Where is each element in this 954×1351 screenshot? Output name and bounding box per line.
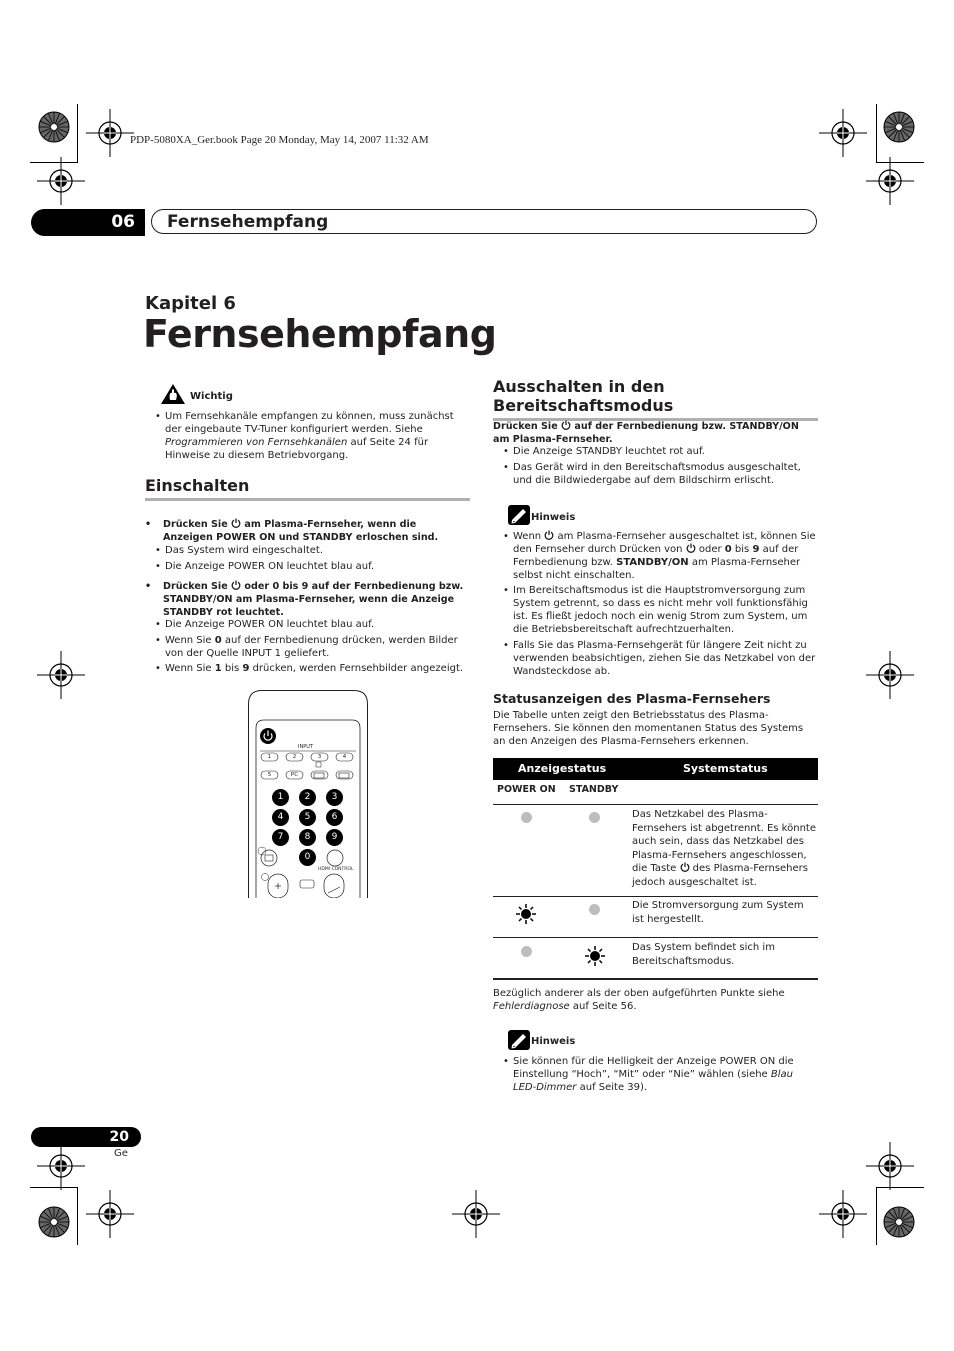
note-2-label: Hinweis bbox=[531, 1036, 576, 1047]
note-1-item-3: • Falls Sie das Plasma-Fernsehgerät für längere Zeit nicht zu verwenden beabsichtigen, ziehen Sie das Netzkabel von der Wandsteckdose ab. bbox=[503, 639, 818, 678]
important-label: Wichtig bbox=[190, 391, 233, 402]
step1-result-2: • Die Anzeige POWER ON leuchtet blau auf. bbox=[155, 560, 470, 573]
row-1-status bbox=[632, 808, 818, 889]
led-lit-icon bbox=[584, 945, 606, 967]
status-table-header bbox=[493, 758, 818, 780]
note-2-item-1 bbox=[503, 1055, 818, 1094]
remote-digit-9: 9 bbox=[326, 829, 343, 846]
status-intro: Die Tabelle unten zeigt den Betriebsstatus des Plasma-Fernsehers. Sie können den momentanen Status des Systems an den Anzeigen des Plasma-Fernsehers erkennen. bbox=[493, 710, 804, 747]
step1-text: Drücken Sie bbox=[163, 519, 232, 530]
sub-standby: STANDBY bbox=[569, 784, 619, 795]
chapter-header-bar bbox=[31, 209, 817, 236]
after-text: Bezüglich anderer als der oben aufgeführten Punkte siehe bbox=[493, 988, 785, 999]
n4-text: Sie können für die Helligkeit der Anzeige POWER ON die Einstellung “Hoch”, “Mit” oder “Nie” wählen (siehe bbox=[513, 1056, 794, 1080]
remote-input-2: 2 bbox=[292, 754, 297, 760]
remote-digit-6: 6 bbox=[326, 809, 343, 826]
remote-hdmi-label: HDMI CONTROL bbox=[318, 867, 354, 872]
remote-input-3: 3 bbox=[317, 754, 322, 760]
r2-text-end: auf der Fernbedienung drücken, werden Bilder von der Quelle INPUT 1 geliefert. bbox=[165, 635, 458, 659]
remote-input-label: INPUT bbox=[298, 744, 313, 750]
n1-text-3: oder bbox=[695, 544, 725, 555]
remote-input-5: 5 bbox=[267, 772, 272, 778]
step1-result-1: • Das System wird eingeschaltet. bbox=[155, 544, 470, 557]
standby-result-1: • Die Anzeige STANDBY leuchtet rot auf. bbox=[503, 445, 818, 458]
chapter-label: Kapitel 6 bbox=[145, 293, 236, 314]
step2-result-2 bbox=[155, 634, 470, 660]
remote-digit-1: 1 bbox=[272, 789, 289, 806]
table-divider bbox=[493, 937, 818, 938]
standby-instruction bbox=[493, 420, 813, 446]
book-info: PDP-5080XA_Ger.book Page 20 Monday, May 14, 2007 11:32 AM bbox=[130, 134, 429, 146]
remote-input-1: 1 bbox=[267, 754, 272, 760]
power-icon bbox=[686, 543, 696, 553]
power-icon bbox=[231, 518, 241, 528]
n1-text-2: am Plasma-Fernseher ausgeschaltet ist, können Sie den Fernseher durch Drücken von bbox=[513, 531, 816, 555]
remote-digit-7: 7 bbox=[272, 829, 289, 846]
row-2-status: Die Stromversorgung zum System ist hergestellt. bbox=[632, 900, 804, 925]
r3-text-mid: bis bbox=[221, 663, 243, 674]
col-systemstatus: Systemstatus bbox=[683, 762, 768, 775]
warning-icon bbox=[160, 383, 186, 405]
remote-input-pc: PC bbox=[290, 772, 299, 778]
note-1-item-1 bbox=[503, 530, 818, 582]
n1-key-9: 9 bbox=[752, 544, 760, 555]
n1-text-4: bis bbox=[731, 544, 753, 555]
remote-digit-4: 4 bbox=[272, 809, 289, 826]
note-1-label: Hinweis bbox=[531, 512, 576, 523]
table-divider bbox=[493, 804, 818, 805]
table-divider bbox=[493, 896, 818, 897]
einschalten-heading: Einschalten bbox=[145, 476, 470, 501]
note-1-item-2: • Im Bereitschaftsmodus ist die Hauptstromversorgung zum System getrennt, so dass es nicht mehr voll funktionsfähig ist. Es fließt jedoch noch ein wenig Strom zum System, um die Betriebsbereitschaft aufrechtzuerhalten. bbox=[503, 584, 818, 636]
led-off-icon bbox=[589, 812, 600, 823]
n4-text-end: auf Seite 39). bbox=[576, 1082, 648, 1093]
n1-standby-key: STANDBY/ON bbox=[616, 557, 689, 568]
remote-illustration bbox=[248, 690, 368, 898]
n4-reference: Blau LED-Dimmer bbox=[513, 1069, 793, 1093]
after-text-end: auf Seite 56. bbox=[569, 1001, 637, 1012]
instr-text-end: auf der Fernbedienung bzw. STANDBY/ON am Plasma-Fernseher. bbox=[493, 421, 799, 445]
important-note bbox=[155, 410, 471, 462]
r2-text: Wenn Sie bbox=[165, 635, 215, 646]
remote-digit-0: 0 bbox=[299, 849, 316, 866]
step2-text-end: oder 0 bis 9 auf der Fernbedienung bzw. STANDBY/ON am Plasma-Fernseher, wenn die Anzeige STANDBY rot leuchtet. bbox=[163, 581, 464, 618]
step1-text-end: am Plasma-Fernseher, wenn die Anzeigen POWER ON und STANDBY erloschen sind. bbox=[163, 519, 439, 543]
led-off-icon bbox=[521, 812, 532, 823]
standby-result-2: • Das Gerät wird in den Bereitschaftsmodus ausgeschaltet, und die Bildwiedergabe auf dem Bildschirm erlischt. bbox=[503, 461, 818, 487]
row1-text-end: des Plasma-Fernsehers jedoch ausgeschaltet ist. bbox=[632, 863, 808, 888]
col-anzeigestatus: Anzeigestatus bbox=[518, 762, 607, 775]
remote-digit-2: 2 bbox=[299, 789, 316, 806]
note-icon bbox=[508, 1030, 530, 1050]
page-language: Ge bbox=[114, 1148, 128, 1159]
row1-text: Das Netzkabel des Plasma-Fernsehers ist abgetrennt. Es könnte auch sein, dass das Netzkabel des Plasma-Fernsehers angeschlossen, die Taste bbox=[632, 809, 816, 874]
n1-text: Wenn bbox=[513, 531, 545, 542]
led-off-icon bbox=[521, 946, 532, 957]
sub-power-on: POWER ON bbox=[497, 784, 556, 795]
important-text-end: auf Seite 24 für Hinweise zu diesem Betriebvorgang. bbox=[165, 437, 429, 461]
power-icon bbox=[680, 862, 690, 872]
n1-text-5: auf der Fernbedienung bzw. bbox=[513, 544, 799, 568]
einschalten-step-2 bbox=[145, 580, 465, 619]
after-table-text bbox=[493, 987, 818, 1013]
power-icon bbox=[544, 530, 554, 540]
important-reference: Programmieren von Fernsehkanälen bbox=[165, 437, 348, 448]
n1-text-end: am Plasma-Fernseher selbst nicht einschalten. bbox=[513, 557, 801, 581]
led-lit-icon bbox=[515, 903, 537, 925]
remote-input-4: 4 bbox=[342, 754, 347, 760]
important-text: Um Fernsehkanäle empfangen zu können, muss zunächst der eingebaute TV-Tuner konfiguriert werden. Siehe bbox=[165, 411, 454, 435]
after-reference: Fehlerdiagnose bbox=[493, 1001, 570, 1012]
table-bottom-rule bbox=[493, 978, 818, 980]
r2-key: 0 bbox=[214, 635, 222, 646]
r3-text: Wenn Sie bbox=[165, 663, 215, 674]
step2-text: Drücken Sie bbox=[163, 581, 232, 592]
chapter-title: Fernsehempfang bbox=[143, 312, 497, 356]
r3-text-end: drücken, werden Fernsehbilder angezeigt. bbox=[249, 663, 464, 674]
einschalten-step-1 bbox=[145, 518, 465, 544]
remote-digit-5: 5 bbox=[299, 809, 316, 826]
note-icon bbox=[508, 505, 530, 525]
chapter-header-title: Fernsehempfang bbox=[151, 209, 817, 234]
r3-key-9: 9 bbox=[242, 663, 250, 674]
power-icon bbox=[561, 420, 571, 430]
instr-text: Drücken Sie bbox=[493, 421, 562, 432]
remote-digit-8: 8 bbox=[299, 829, 316, 846]
standby-heading: Ausschalten in den Bereitschaftsmodus bbox=[493, 377, 818, 421]
status-heading: Statusanzeigen des Plasma-Fernsehers bbox=[493, 691, 771, 706]
step2-result-3 bbox=[155, 662, 470, 675]
row-3-status: Das System befindet sich im Bereitschaftsmodus. bbox=[632, 942, 775, 967]
n1-key-0: 0 bbox=[724, 544, 732, 555]
power-icon bbox=[231, 580, 241, 590]
step2-result-1: • Die Anzeige POWER ON leuchtet blau auf. bbox=[155, 618, 470, 631]
r3-key-1: 1 bbox=[214, 663, 222, 674]
chapter-number: 06 bbox=[31, 209, 145, 236]
page-number: 20 bbox=[31, 1127, 141, 1147]
led-off-icon bbox=[589, 904, 600, 915]
remote-digit-3: 3 bbox=[326, 789, 343, 806]
